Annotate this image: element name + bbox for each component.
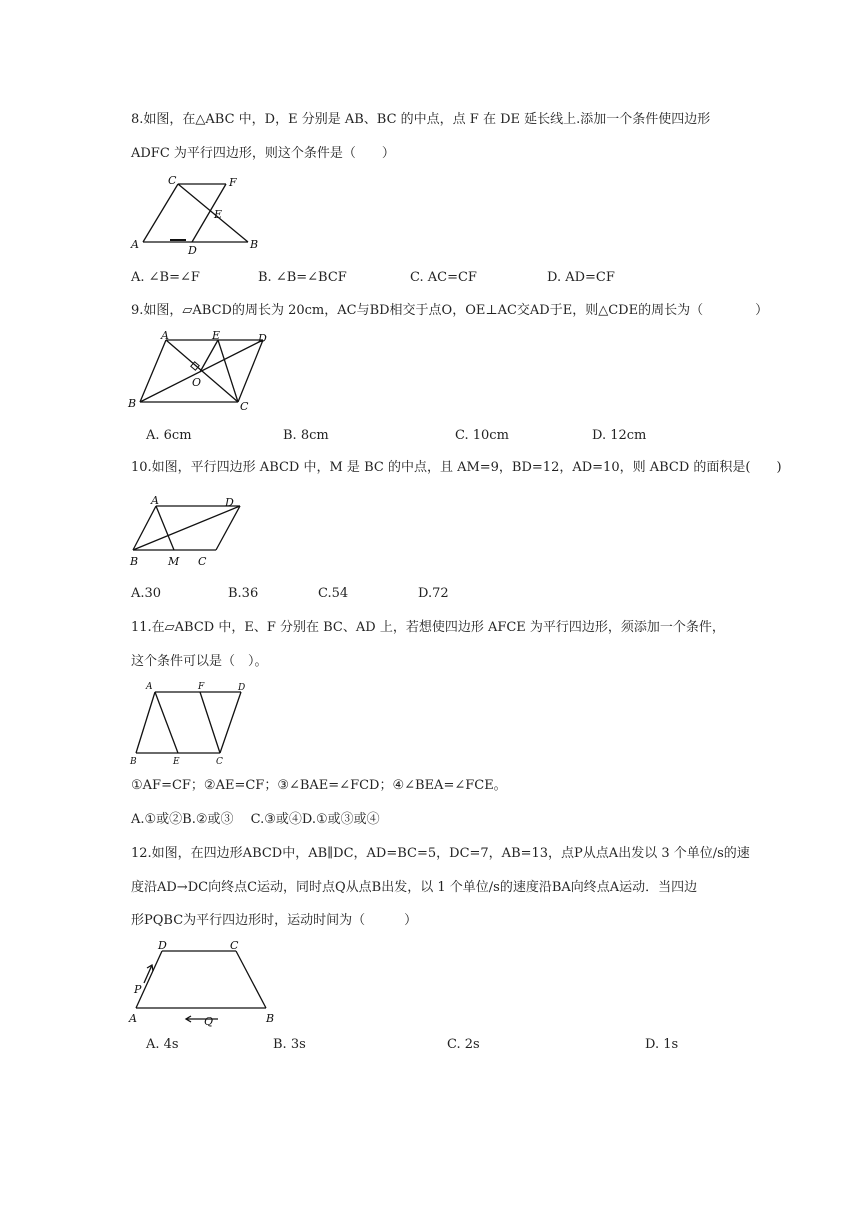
q10-label-c: C xyxy=(198,555,207,568)
q8-option-b: B. ∠B=∠BCF xyxy=(258,270,347,285)
q9-label-d: D xyxy=(258,332,267,345)
q12-label-p: P xyxy=(134,983,142,996)
q9-label-b: B xyxy=(128,397,137,410)
q8-figure xyxy=(128,174,268,257)
q10-stem-line1: 10.如图，平行四边形 ABCD 中，M 是 BC 的中点，且 AM=9，BD=12，AD=10，则 ABCD 的面积是( ) xyxy=(131,460,782,475)
q12-option-a: A. 4s xyxy=(146,1037,179,1052)
q11-label-f: F xyxy=(198,682,205,692)
q9-option-d: D. 12cm xyxy=(592,428,647,443)
q8-option-d: D. AD=CF xyxy=(547,270,615,285)
q8-label-b: B xyxy=(250,238,259,251)
q8-option-a: A. ∠B=∠F xyxy=(131,270,200,285)
q11-label-e: E xyxy=(173,757,180,767)
q9-option-c: C. 10cm xyxy=(455,428,509,443)
q8-stem-line1: 8.如图，在△ABC 中，D，E 分别是 AB、BC 的中点，点 F 在 DE 延长线上.添加一个条件使四边形 xyxy=(131,112,711,127)
q11-figure xyxy=(128,678,258,768)
q11-label-b: B xyxy=(130,757,137,767)
q11-label-a: A xyxy=(146,682,153,692)
q8-label-d: D xyxy=(188,244,197,257)
q8-label-c: C xyxy=(168,174,177,187)
q9-label-e: E xyxy=(212,329,221,342)
q10-label-a: A xyxy=(151,494,159,507)
q8-stem-line2: ADFC 为平行四边形，则这个条件是（ ） xyxy=(131,146,395,161)
q10-option-b: B.36 xyxy=(228,586,259,601)
q9-figure xyxy=(128,330,278,412)
q12-label-q: Q xyxy=(204,1015,214,1028)
q11-stem-line2: 这个条件可以是（ ）。 xyxy=(131,654,268,669)
q9-option-a: A. 6cm xyxy=(146,428,192,443)
q9-label-a: A xyxy=(161,329,169,342)
q8-label-a: A xyxy=(131,238,139,251)
q12-option-d: D. 1s xyxy=(645,1037,679,1052)
q12-label-d: D xyxy=(158,939,167,952)
q11-stem-line1: 11.在▱ABCD 中，E、F 分别在 BC、AD 上，若想使四边形 AFCE 为平行四边形，须添加一个条件， xyxy=(131,620,725,635)
q10-label-b: B xyxy=(130,555,139,568)
q10-label-d: D xyxy=(225,496,234,509)
q12-stem-line1: 12.如图，在四边形ABCD中，AB∥DC，AD=BC=5，DC=7，AB=13，点P从点A出发以 3 个单位/s的速 xyxy=(131,846,750,861)
q11-options: A.①或②B.②或③ C.③或④D.①或③或④ xyxy=(131,812,380,827)
q12-stem-line3: 形PQBC为平行四边形时，运动时间为（ ） xyxy=(131,913,418,928)
q10-option-d: D.72 xyxy=(418,586,449,601)
q10-option-a: A.30 xyxy=(131,586,162,601)
q10-option-c: C.54 xyxy=(318,586,349,601)
q9-label-c: C xyxy=(240,400,249,413)
q12-stem-line2: 度沿AD→DC向终点C运动，同时点Q从点B出发，以 1 个单位/s的速度沿BA向终点A运动．当四边 xyxy=(131,880,698,895)
q10-label-m: M xyxy=(168,555,180,568)
q8-label-f: F xyxy=(229,176,237,189)
q12-label-b: B xyxy=(266,1012,275,1025)
q11-label-c: C xyxy=(216,757,223,767)
q12-option-c: C. 2s xyxy=(447,1037,480,1052)
q12-label-a: A xyxy=(129,1012,137,1025)
q11-label-d: D xyxy=(238,683,246,693)
q9-stem-line1: 9.如图，▱ABCD的周长为 20cm，AC与BD相交于点O，OE⊥AC交AD于E，则△CDE的周长为（ ） xyxy=(131,303,769,318)
q8-option-c: C. AC=CF xyxy=(410,270,477,285)
q9-option-b: B. 8cm xyxy=(283,428,329,443)
q10-figure xyxy=(128,492,248,570)
q8-label-e: E xyxy=(214,208,223,221)
q12-label-c: C xyxy=(230,939,239,952)
q12-option-b: B. 3s xyxy=(273,1037,306,1052)
q11-conditions: ①AF=CF；②AE=CF；③∠BAE=∠FCD；④∠BEA=∠FCE。 xyxy=(131,778,507,793)
q9-label-o: O xyxy=(192,376,202,389)
q12-figure xyxy=(126,935,286,1027)
